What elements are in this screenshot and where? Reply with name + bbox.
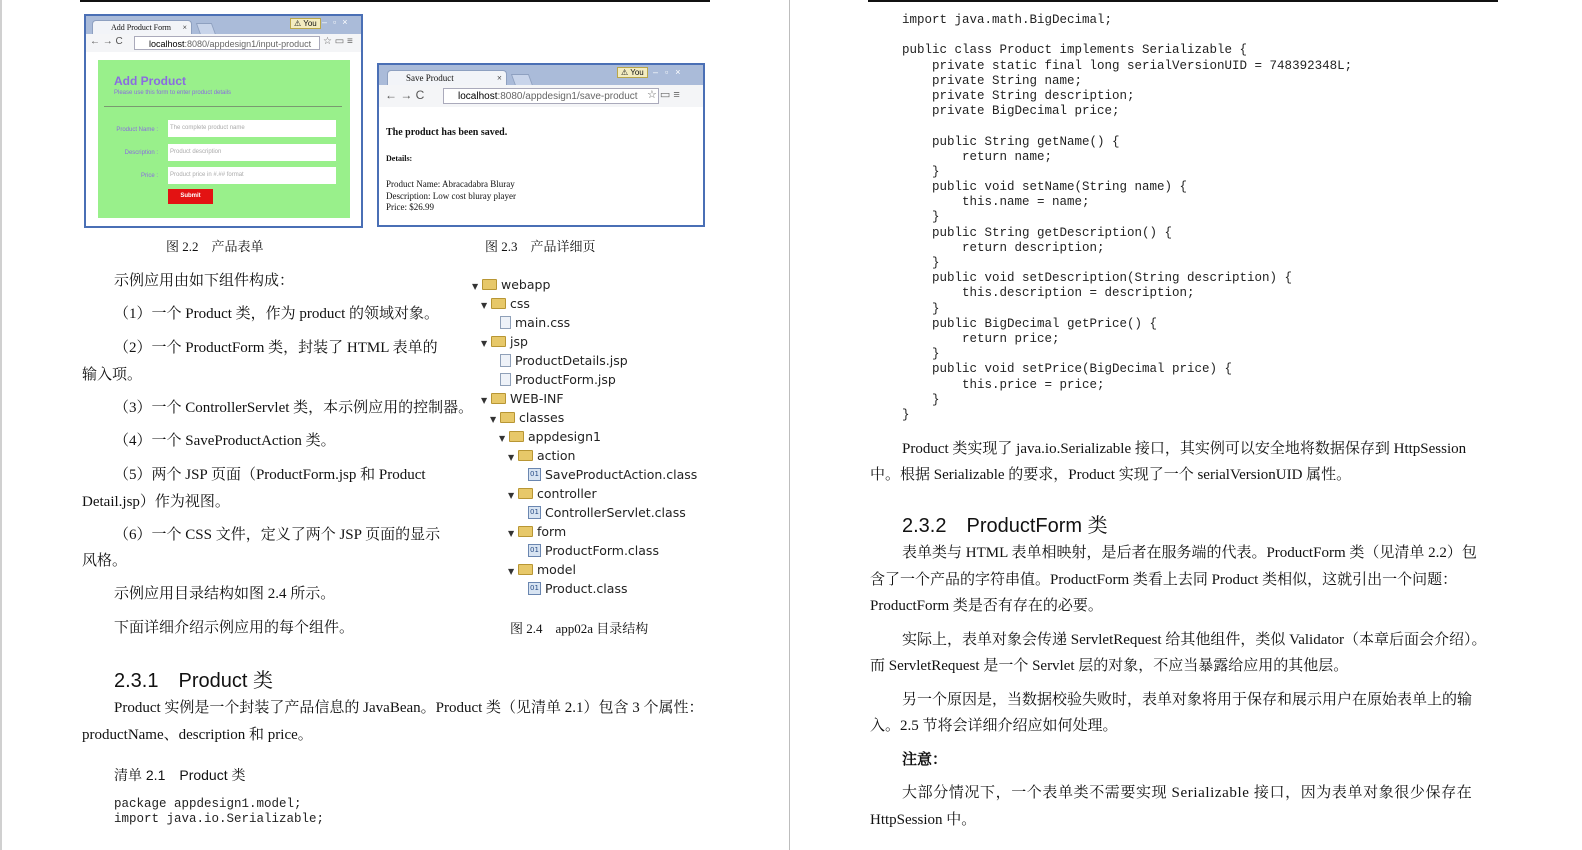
code-line: return price; (902, 331, 1060, 346)
folder-icon (518, 488, 533, 499)
code-line: private static final long serialVersionUID = 748392348L; (902, 58, 1353, 73)
left-code-block (114, 797, 324, 827)
code-line: this.description = description; (902, 286, 1195, 301)
code-line: return name; (902, 149, 1053, 164)
code-line: } (902, 164, 940, 179)
css-file-icon (500, 316, 511, 329)
detail-description: Description: Low cost bluray player (386, 190, 516, 201)
code-line: public BigDecimal getPrice() { (902, 316, 1158, 331)
window-controls: –▫× (322, 17, 354, 27)
tree-folder: ▼ jsp (481, 334, 528, 349)
code-line (902, 28, 1352, 43)
note-heading: 注意： (902, 752, 948, 768)
tree-file: 01 SaveProductAction.class (528, 465, 697, 484)
section-heading-2-3-1: 2.3.1 Product 类 (114, 670, 273, 692)
section-paragraph: Product 实例是一个封装了产品信息的 JavaBean。Product 类（见清单 2.1）包含 3 个属性： (114, 700, 704, 716)
code-line: } (902, 407, 910, 422)
list-item: 示例应用目录结构如图 2.4 所示。 (114, 586, 336, 602)
close-icon: × (182, 23, 187, 32)
code-line: } (902, 392, 940, 407)
code-line: public void setPrice(BigDecimal price) { (902, 362, 1233, 377)
description-label: Description : (124, 150, 158, 156)
url-field: localhost:8080/appdesign1/save-product (443, 88, 659, 104)
right-header-rule (868, 0, 1498, 2)
saved-message: The product has been saved. (386, 127, 508, 138)
code-line: import java.io.Serializable; (114, 812, 325, 827)
code-line: private String description; (902, 88, 1135, 103)
list-item: 风格。 (82, 553, 128, 569)
code-line: public String getDescription() { (902, 225, 1173, 240)
intro-text: 示例应用由如下组件构成： (114, 273, 295, 289)
folder-icon (509, 431, 524, 442)
name-label: Product Name : (116, 127, 158, 133)
star-menu-icon: ☆ ▭ ≡ (323, 36, 353, 47)
code-line: public class Product implements Serializable { (902, 43, 1248, 58)
form-subtitle: Please use this form to enter product details (114, 90, 232, 96)
section-heading-2-3-2: 2.3.2 ProductForm 类 (902, 515, 1108, 537)
figure-2-4-caption: 图 2.4 app02a 目录结构 (510, 621, 649, 636)
form-title: Add Product (114, 74, 186, 88)
list-item: （3）一个 ControllerServlet 类，本示例应用的控制器。 (114, 400, 474, 416)
code-line: return description; (902, 240, 1105, 255)
paragraph-line: 大部分情况下，一个表单类不需要实现 Serializable 接口，因为表单对象很少保存在 (902, 785, 1473, 801)
listing-title: 清单 2.1 Product 类 (114, 767, 246, 783)
list-item: （4）一个 SaveProductAction 类。 (114, 433, 336, 449)
folder-icon (518, 450, 533, 461)
product-name-input[interactable]: The complete product name (168, 120, 336, 137)
code-line: public String getName() { (902, 134, 1120, 149)
tree-file: 01 ControllerServlet.class (528, 503, 686, 522)
code-line: } (902, 256, 940, 270)
user-badge: ⚠ You (290, 18, 321, 29)
code-line: import java.math.BigDecimal; (902, 13, 1113, 27)
directory-tree (0, 0, 790, 640)
paragraph-line: 中。根据 Serializable 的要求，Product 实现了一个 serialVersionUID 属性。 (870, 467, 1352, 483)
user-badge: ⚠ You (617, 67, 648, 78)
folder-icon (491, 298, 506, 309)
tree-folder: ▼ controller (508, 486, 597, 501)
tree-file: ProductDetails.jsp (500, 351, 628, 370)
tree-file: 01 ProductForm.class (528, 541, 659, 560)
code-line: private String name; (902, 73, 1083, 88)
folder-icon (518, 526, 533, 537)
code-line: public void setName(String name) { (902, 180, 1188, 195)
code-line (902, 119, 1352, 134)
code-line: private BigDecimal price; (902, 104, 1120, 119)
submit-button[interactable]: Submit (168, 189, 213, 204)
list-item: Detail.jsp）作为视图。 (82, 494, 230, 510)
list-item: （6）一个 CSS 文件，定义了两个 JSP 页面的显示 (114, 527, 441, 543)
figure-2-2-caption: 图 2.2 产品表单 (166, 239, 264, 254)
tree-file: main.css (500, 313, 570, 332)
tree-folder: ▼ model (508, 562, 576, 577)
paragraph-line: 含了一个产品的字符串值。ProductForm 类看上去同 Product 类相似，这就引出一个问题： (870, 572, 1458, 588)
jsp-file-icon (500, 354, 511, 367)
tree-folder: ▼ css (481, 296, 530, 311)
window-controls: –▫× (653, 67, 688, 77)
code-line: package appdesign1.model; (114, 797, 302, 811)
list-item: （5）两个 JSP 页面（ProductForm.jsp 和 Product (114, 467, 426, 483)
tree-folder: ▼ appdesign1 (499, 429, 601, 444)
tree-file: 01 Product.class (528, 579, 627, 598)
paragraph-line: Product 类实现了 java.io.Serializable 接口，其实例可以安全地将数据保存到 HttpSession (902, 441, 1467, 457)
tab-title: Save Product (406, 73, 454, 83)
code-line: } (902, 301, 940, 316)
folder-icon (482, 279, 497, 290)
description-input[interactable]: Product description (168, 144, 336, 161)
code-line: } (902, 347, 940, 362)
paragraph-line: ProductForm 类是否有存在的必要。 (870, 598, 1103, 614)
tree-file: ProductForm.jsp (500, 370, 616, 389)
code-line: } (902, 210, 940, 225)
folder-icon (491, 393, 506, 404)
detail-name: Product Name: Abracadabra Bluray (386, 179, 515, 189)
paragraph-line: 另一个原因是，当数据校验失败时，表单对象将用于保存和展示用户在原始表单上的输 (902, 692, 1473, 708)
tree-folder: ▼ webapp (472, 277, 551, 292)
list-item: 下面详细介绍示例应用的每个组件。 (114, 620, 355, 636)
right-code-block (902, 13, 1352, 423)
folder-icon (500, 412, 515, 423)
folder-icon (491, 336, 506, 347)
tree-folder: ▼ action (508, 448, 576, 463)
nav-arrows-icon: ← → C (90, 36, 123, 47)
price-label: Price : (140, 173, 158, 179)
tab-title: Add Product Form (111, 23, 171, 32)
class-file-icon: 01 (528, 506, 541, 519)
list-item: （1）一个 Product 类，作为 product 的领域对象。 (114, 306, 439, 322)
paragraph-line: 而 ServletRequest 是一个 Servlet 层的对象，不应当暴露给应用的其他层。 (870, 658, 1349, 674)
code-line: public void setDescription(String description) { (902, 271, 1293, 286)
class-file-icon: 01 (528, 544, 541, 557)
folder-icon (518, 564, 533, 575)
details-heading: Details: (386, 154, 413, 163)
paragraph-line: HttpSession 中。 (870, 812, 977, 828)
paragraph-line: 入。2.5 节将会详细介绍应如何处理。 (870, 718, 1118, 734)
url-field: localhost:8080/appdesign1/input-product (134, 36, 320, 50)
tree-folder: ▼ form (508, 524, 567, 539)
class-file-icon: 01 (528, 468, 541, 481)
detail-price: Price: $26.99 (386, 202, 434, 212)
nav-arrows-icon: ← → C (385, 88, 425, 102)
tree-folder: ▼ WEB-INF (481, 391, 564, 406)
class-file-icon: 01 (528, 582, 541, 595)
list-item: （2）一个 ProductForm 类，封装了 HTML 表单的 (114, 340, 438, 356)
close-icon: × (496, 73, 502, 83)
jsp-file-icon (500, 373, 511, 386)
section-paragraph: productName、description 和 price。 (82, 727, 313, 743)
star-menu-icon: ☆ ▭ ≡ (647, 89, 680, 101)
paragraph-line: 实际上，表单对象会传递 ServletRequest 给其他组件，类似 Validator（本章后面会介绍）。 (902, 632, 1487, 648)
figure-2-3-caption: 图 2.3 产品详细页 (485, 239, 596, 254)
code-line: this.name = name; (902, 195, 1090, 210)
list-item: 输入项。 (82, 367, 143, 383)
code-line: this.price = price; (902, 377, 1105, 392)
price-input[interactable]: Product price in #.## format (168, 167, 336, 184)
paragraph-line: 表单类与 HTML 表单相映射，是后者在服务端的代表。ProductForm 类（见清单 2.2）包 (902, 545, 1477, 561)
tree-folder: ▼ classes (490, 410, 565, 425)
